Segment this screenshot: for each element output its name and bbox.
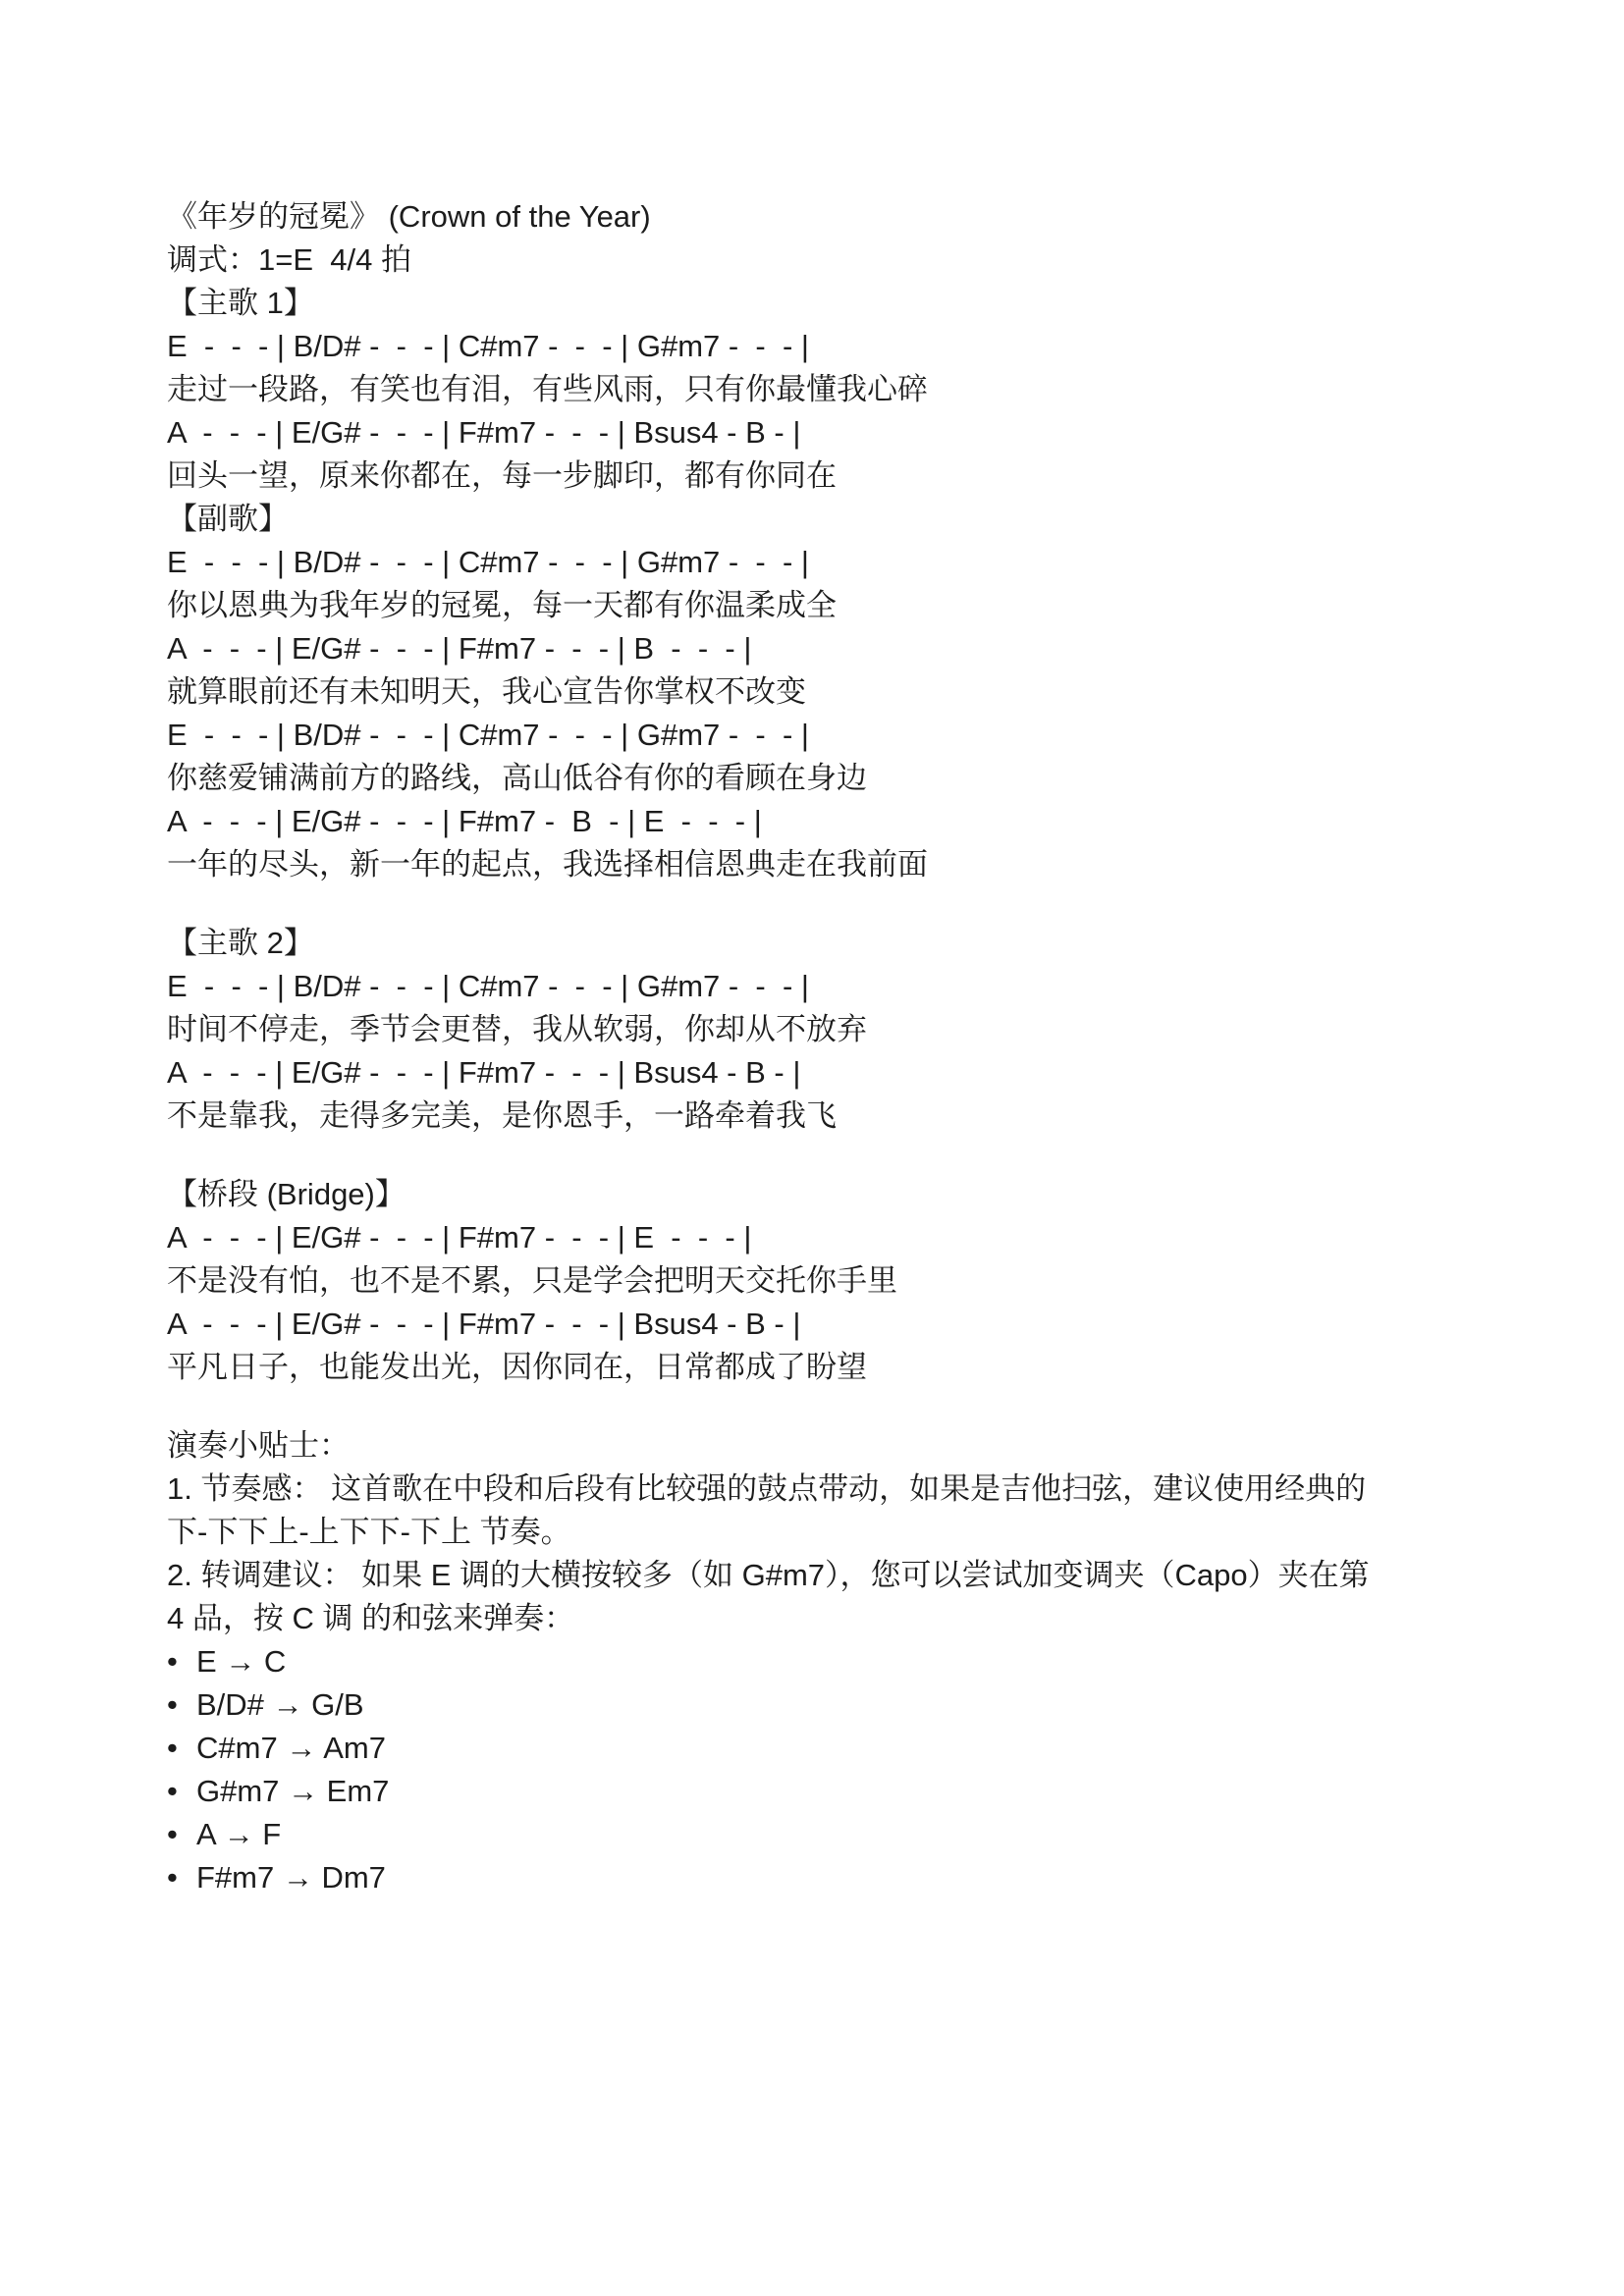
chord-line: E - - - | B/D# - - - | C#m7 - - - | G#m7 - - - | (167, 969, 809, 1003)
chord-mapping-item (167, 1770, 1575, 1813)
lyric-line: 就算眼前还有未知明天，我心宣告你掌权不改变 (167, 674, 806, 709)
lyric-line: 不是靠我，走得多完美，是你恩手，一路牵着我飞 (167, 1098, 837, 1133)
tip-line-rhythm: 1. 节奏感： 这首歌在中段和后段有比较强的鼓点带动，如果是吉他扫弦，建议使用经典的 (167, 1471, 1367, 1506)
chord-mapping-item (167, 1727, 1575, 1770)
tip-line-strum-pattern: 下-下下上-上下下-下上 节奏。 (167, 1515, 571, 1549)
lyric-line: 你以恩典为我年岁的冠冕，每一天都有你温柔成全 (167, 588, 837, 622)
lyric-line: 回头一望，原来你都在，每一步脚印，都有你同在 (167, 458, 837, 493)
chord-line: E - - - | B/D# - - - | C#m7 - - - | G#m7 - - - | (167, 545, 809, 579)
chord-mapping-text: G#m7 → Em7 (196, 1774, 390, 1808)
section-performance-tips (167, 1424, 1575, 1899)
bullet-icon: • (167, 1817, 178, 1851)
section-verse-2 (167, 922, 1575, 1138)
chord-mapping-text: B/D# → G/B (196, 1687, 364, 1722)
bullet-icon: • (167, 1644, 178, 1679)
chord-mapping-item (167, 1640, 1575, 1683)
lyric-line: 不是没有怕，也不是不累，只是学会把明天交托你手里 (167, 1263, 897, 1298)
chord-line: E - - - | B/D# - - - | C#m7 - - - | G#m7 - - - | (167, 718, 809, 752)
bullet-icon: • (167, 1731, 178, 1765)
section-heading: 【主歌 2】 (167, 926, 314, 960)
tip-line-capo: 4 品，按 C 调 的和弦来弹奏： (167, 1601, 575, 1635)
song-title: 《年岁的冠冕》 (Crown of the Year) (167, 199, 651, 234)
chord-mapping-text: A → F (196, 1817, 282, 1851)
bullet-icon: • (167, 1860, 178, 1895)
chord-mapping-text: C#m7 → Am7 (196, 1731, 386, 1765)
tip-line-transpose: 2. 转调建议： 如果 E 调的大横按较多（如 G#m7），您可以尝试加变调夹（Capo）夹在第 (167, 1558, 1370, 1592)
chord-mapping-text: F#m7 → Dm7 (196, 1860, 386, 1895)
tips-heading: 演奏小贴士： (167, 1428, 350, 1463)
chord-mapping-text: E → C (196, 1644, 287, 1679)
section-verse-1 (167, 282, 1575, 498)
lyric-line: 一年的尽头，新一年的起点，我选择相信恩典走在我前面 (167, 847, 928, 881)
section-heading: 【主歌 1】 (167, 286, 314, 320)
chord-line: A - - - | E/G# - - - | F#m7 - - - | E - - - | (167, 1220, 752, 1255)
section-heading: 【副歌】 (167, 502, 289, 536)
section-chorus (167, 498, 1575, 886)
chord-line: A - - - | E/G# - - - | F#m7 - - - | B - - - | (167, 631, 752, 666)
section-bridge (167, 1173, 1575, 1389)
chord-line: E - - - | B/D# - - - | C#m7 - - - | G#m7 - - - | (167, 329, 809, 363)
lyric-line: 走过一段路，有笑也有泪，有些风雨，只有你最懂我心碎 (167, 372, 928, 406)
lyric-line: 你慈爱铺满前方的路线，高山低谷有你的看顾在身边 (167, 761, 867, 795)
chord-mapping-item (167, 1813, 1575, 1856)
lyric-line: 平凡日子，也能发出光，因你同在，日常都成了盼望 (167, 1350, 867, 1384)
lyric-line: 时间不停走，季节会更替，我从软弱，你却从不放弃 (167, 1012, 867, 1046)
key-signature-line: 调式：1=E 4/4 拍 (167, 242, 411, 277)
chord-mapping-item (167, 1856, 1575, 1899)
section-heading: 【桥段 (Bridge)】 (167, 1177, 406, 1211)
chord-line: A - - - | E/G# - - - | F#m7 - - - | Bsus4 - B - | (167, 1055, 801, 1090)
bullet-icon: • (167, 1774, 178, 1808)
chord-mapping-item (167, 1683, 1575, 1727)
bullet-icon: • (167, 1687, 178, 1722)
chord-line: A - - - | E/G# - - - | F#m7 - B - | E - - - | (167, 804, 762, 838)
chord-line: A - - - | E/G# - - - | F#m7 - - - | Bsus4 - B - | (167, 1307, 801, 1341)
chord-line: A - - - | E/G# - - - | F#m7 - - - | Bsus4 - B - | (167, 415, 801, 450)
